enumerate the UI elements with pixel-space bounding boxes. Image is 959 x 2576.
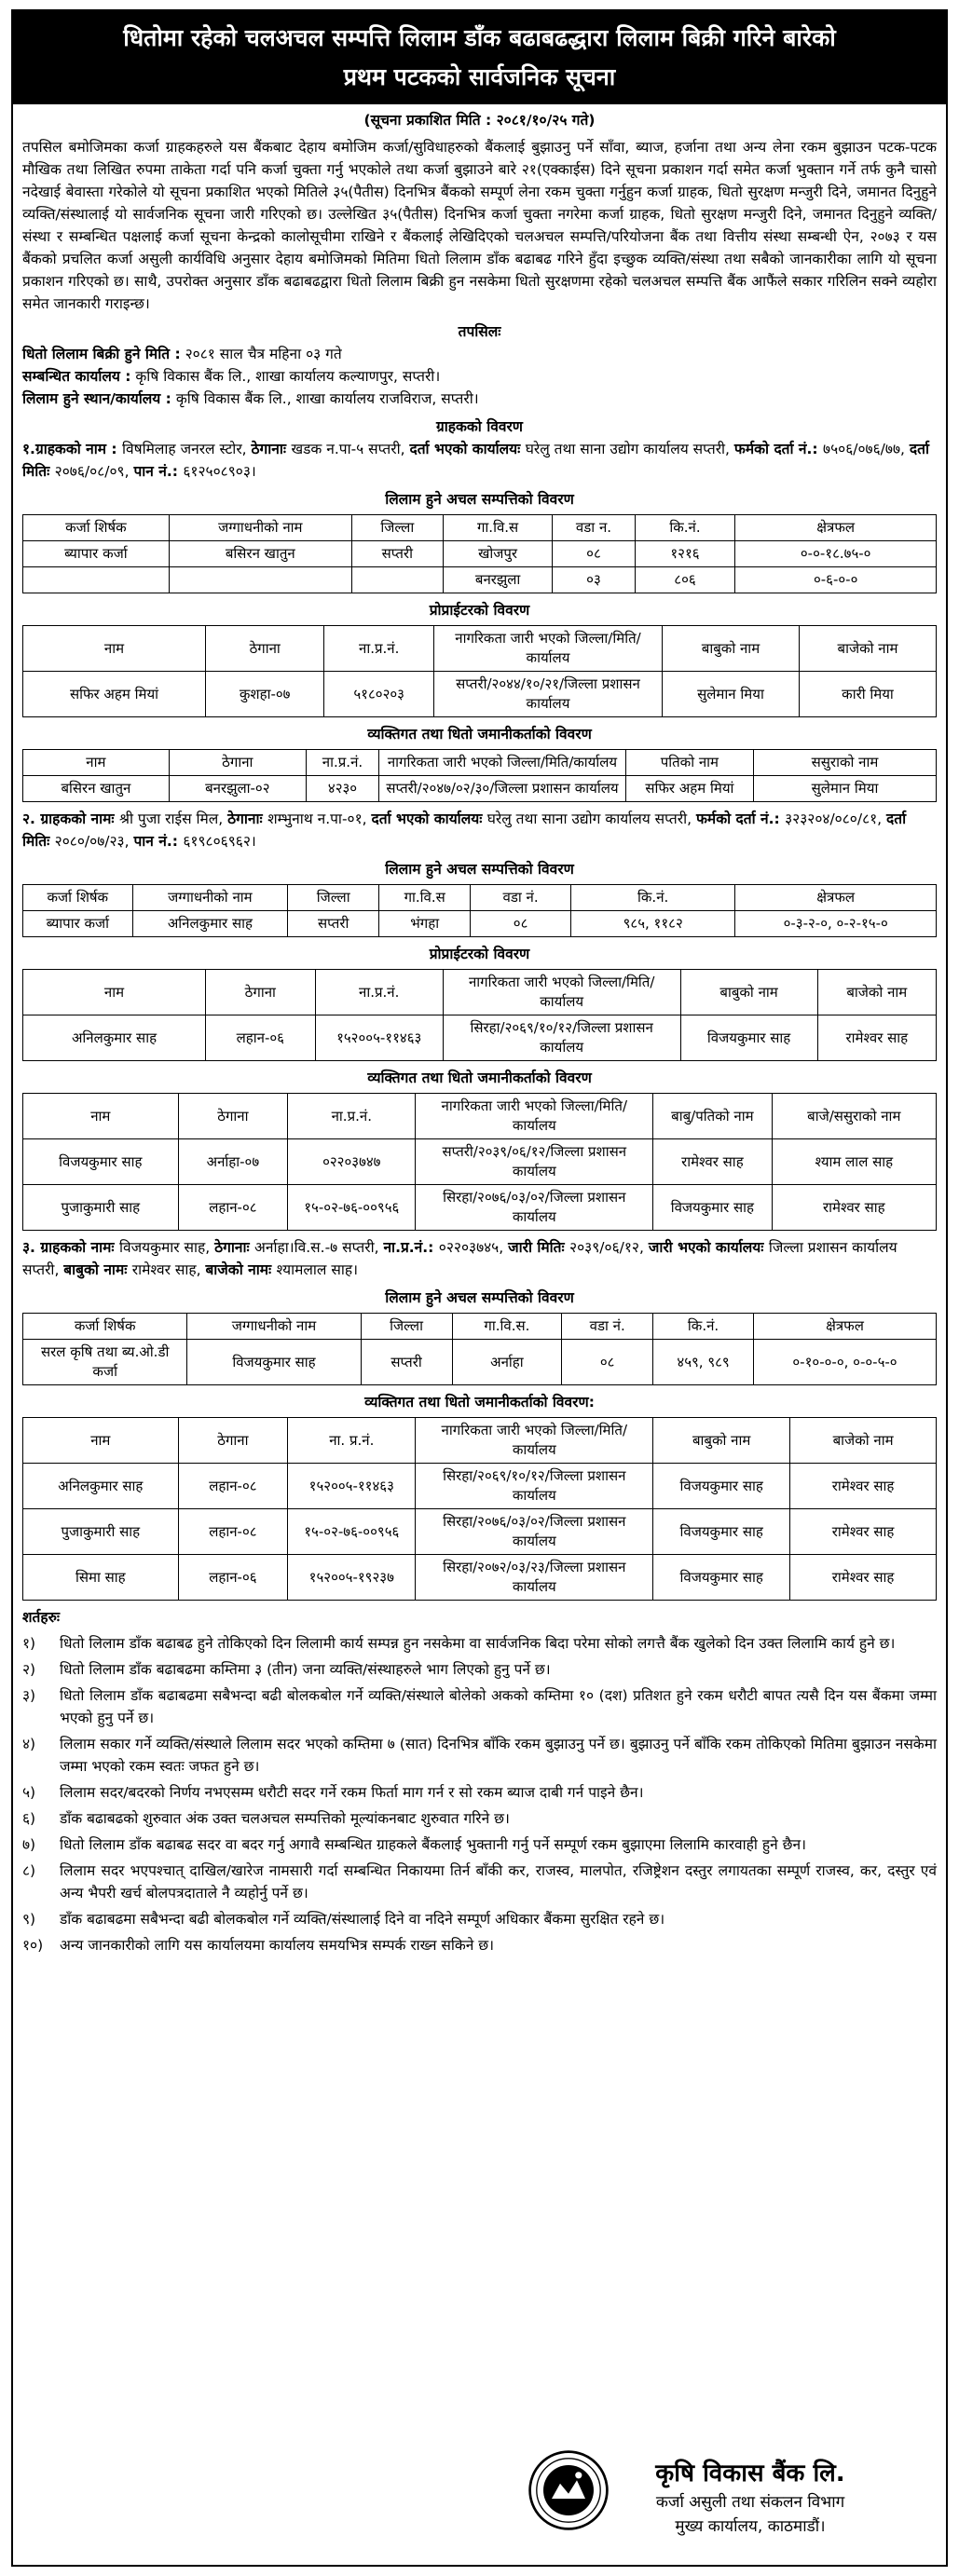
table-row bbox=[23, 776, 937, 802]
term-text: लिलाम सकार गर्ने व्यक्ति/संस्थाले लिलाम सदर भएको कम्तिमा ७ (सात) दिनभित्र बाँकि रकम बुझाउनु पर्ने छ। बुझाउनु पर्ने बाँकि रकम तोकिएको मितिमा बुझाउन नसकेमा जम्मा भएको रकम स्वतः जफत हुने छ। bbox=[60, 1736, 937, 1775]
term-item bbox=[22, 1684, 937, 1729]
table-header-cell: ठेगाना bbox=[178, 1418, 288, 1464]
table-cell: लहान-०६ bbox=[206, 1015, 316, 1061]
department-name: कर्जा असुली तथा संकलन विभाग bbox=[655, 2493, 845, 2512]
intro-value: ०२२०३७४५, bbox=[438, 1239, 509, 1256]
term-text: धितो लिलाम डाँक बढाबढ सदर वा बदर गर्नु अगावै सम्बन्धित ग्राहकले बैंकलाई भुक्तानी गर्नु पर्ने सम्पूर्ण रकम बुझाएमा लिलामि कारवाही हुने छैन। bbox=[60, 1836, 806, 1853]
table-cell: सप्तरी bbox=[288, 911, 379, 937]
table-cell: विजयकुमार साह bbox=[680, 1015, 817, 1061]
intro-label: जारी भएको कार्यालयः bbox=[648, 1239, 769, 1256]
table-header-row bbox=[23, 626, 937, 672]
table-cell: सप्तरी/२०३९/०६/१२/जिल्ला प्रशासन कार्यालय bbox=[416, 1139, 653, 1185]
table-header-row bbox=[23, 885, 937, 911]
intro-value: खडक न.पा-५ सप्तरी, bbox=[291, 441, 410, 457]
table-cell: ८०६ bbox=[635, 567, 735, 593]
auction-date-value: २०८१ साल चैत्र महिना ०३ गते bbox=[185, 346, 342, 362]
table-cell: १५-०२-७६-००९५६ bbox=[288, 1509, 416, 1555]
table-header-cell: जग्गाधनीको नाम bbox=[187, 1314, 361, 1340]
table-header-cell: कि.नं. bbox=[570, 885, 734, 911]
intro-value: विषमिलाह जनरल स्टोर, bbox=[122, 441, 252, 457]
intro-value: जिल्ला प्रशासन कार्यालय सप्तरी, bbox=[22, 1239, 897, 1278]
intro-value: २०३९/०६/१२, bbox=[569, 1239, 649, 1256]
table-cell: बनरझुला-०२ bbox=[169, 776, 306, 802]
client-2-intro bbox=[22, 808, 937, 852]
client-3-property-title: लिलाम हुने अचल सम्पत्तिको विवरण bbox=[385, 1289, 574, 1306]
table-header-cell: बाबुको नाम bbox=[653, 1418, 790, 1464]
table-cell: ०८ bbox=[562, 1340, 653, 1385]
table-row bbox=[23, 567, 937, 593]
table-header-row bbox=[23, 970, 937, 1015]
table-cell: १५-०२-७६-००९५६ bbox=[288, 1185, 416, 1231]
table-row bbox=[23, 541, 937, 567]
table-header-cell: गा.वि.स. bbox=[452, 1314, 562, 1340]
client-3-guarantor-title: व्यक्तिगत तथा धितो जमानीकर्ताको विवरण: bbox=[364, 1394, 595, 1411]
term-text: अन्य जानकारीको लागि यस कार्यालयमा कार्यालय समयभित्र सम्पर्क राख्न सकिने छ। bbox=[60, 1937, 495, 1954]
table-header-cell: बाजे/ससुराको नाम bbox=[772, 1094, 936, 1139]
table-row bbox=[23, 1185, 937, 1231]
table-header-row bbox=[23, 750, 937, 776]
table-cell: सिरहा/२०७६/०३/०२/जिल्ला प्रशासन कार्यालय bbox=[416, 1509, 653, 1555]
table-cell: सिरहा/२०७२/०३/२३/जिल्ला प्रशासन कार्यालय bbox=[416, 1555, 653, 1601]
term-item bbox=[22, 1833, 937, 1856]
table-cell: सप्तरी bbox=[361, 1340, 452, 1385]
client-3-property-table bbox=[22, 1313, 937, 1385]
intro-value: घरेलु तथा साना उद्योग कार्यालय सप्तरी, bbox=[525, 441, 734, 457]
table-header-cell: ठेगाना bbox=[178, 1094, 288, 1139]
term-item bbox=[22, 1658, 937, 1681]
client-2-property-table bbox=[22, 884, 937, 937]
intro-value: विजयकुमार साह, bbox=[118, 1239, 215, 1256]
client-1-proprietor-title: प्रोप्राईटरको विवरण bbox=[429, 602, 530, 619]
table-cell: लहान-०८ bbox=[178, 1509, 288, 1555]
table-cell: ०८ bbox=[553, 541, 635, 567]
table-header-cell: पतिको नाम bbox=[625, 750, 753, 776]
table-cell: १५२००५-११४६३ bbox=[288, 1464, 416, 1509]
table-row bbox=[23, 672, 937, 717]
client-2-proprietor-table bbox=[22, 969, 937, 1061]
table-header-cell: ससुराको नाम bbox=[753, 750, 936, 776]
table-header-cell: जग्गाधनीको नाम bbox=[132, 885, 288, 911]
table-cell: अनिलकुमार साह bbox=[132, 911, 288, 937]
table-cell: रामेश्वर साह bbox=[653, 1139, 772, 1185]
intro-label: बाजेको नामः bbox=[205, 1261, 277, 1278]
table-cell: भंगहा bbox=[379, 911, 471, 937]
client-2-guarantor-title: व्यक्तिगत तथा धितो जमानीकर्ताको विवरण bbox=[367, 1070, 592, 1086]
table-cell: सफिर अहम मियां bbox=[625, 776, 753, 802]
term-number: १०) bbox=[22, 1937, 44, 1954]
related-office-line bbox=[22, 365, 937, 388]
intro-label: दर्ता मितिः bbox=[22, 811, 907, 850]
table-cell bbox=[351, 567, 443, 593]
table-header-cell: गा.वि.स bbox=[443, 515, 553, 541]
table-cell: ०-१०-०-०, ०-०-५-० bbox=[753, 1340, 936, 1385]
table-header-cell: नागरिकता जारी भएको जिल्ला/मिति/कार्यालय bbox=[379, 750, 626, 776]
intro-label: ठेगानाः bbox=[214, 1239, 255, 1256]
table-cell: विजयकुमार साह bbox=[653, 1509, 790, 1555]
term-item bbox=[22, 1908, 937, 1930]
table-header-cell: ना.प्र.नं. bbox=[315, 970, 443, 1015]
intro-value: श्यामलाल साह। bbox=[276, 1261, 358, 1278]
table-header-row bbox=[23, 1314, 937, 1340]
table-header-cell: ठेगाना bbox=[169, 750, 306, 776]
table-header-cell: गा.वि.स bbox=[379, 885, 471, 911]
table-row bbox=[23, 1139, 937, 1185]
table-header-row bbox=[23, 1094, 937, 1139]
table-header-cell: कर्जा शिर्षक bbox=[23, 885, 133, 911]
table-cell: रामेश्वर साह bbox=[790, 1464, 937, 1509]
intro-label: बाबुको नामः bbox=[63, 1261, 132, 1278]
table-cell: ०२२०३७४७ bbox=[288, 1139, 416, 1185]
term-number: ५) bbox=[22, 1784, 36, 1801]
table-header-cell: कर्जा शिर्षक bbox=[23, 515, 170, 541]
table-cell: अनिलकुमार साह bbox=[23, 1464, 179, 1509]
intro-label: पान नं.: bbox=[133, 463, 184, 480]
table-cell: ५१८०२०३ bbox=[324, 672, 434, 717]
table-cell: विजयकुमार साह bbox=[653, 1464, 790, 1509]
client-1-guarantor-table bbox=[22, 749, 937, 802]
table-header-cell: बाबु/पतिको नाम bbox=[653, 1094, 772, 1139]
table-header-row bbox=[23, 1418, 937, 1464]
term-text: धितो लिलाम डाँक बढाबढमा सबैभन्दा बढी बोलकबोल गर्ने व्यक्ति/संस्थाले बोलेको अकको कम्तिमा १० (दश) प्रतिशत हुने रकम धरौटी बापत त्यसै दिन यस बैंकमा जम्मा भएको हुनु पर्ने छ। bbox=[60, 1687, 937, 1726]
table-cell: अनिलकुमार साह bbox=[23, 1015, 206, 1061]
notice-page bbox=[11, 9, 948, 2567]
client-3-intro bbox=[22, 1236, 937, 1281]
table-row bbox=[23, 1509, 937, 1555]
intro-label: ना.प्र.नं.: bbox=[383, 1239, 439, 1256]
client-3-guarantor-table bbox=[22, 1417, 937, 1601]
table-cell: सरल कृषि तथा ब्य.ओ.डी कर्जा bbox=[23, 1340, 187, 1385]
table-header-cell: नागरिकता जारी भएको जिल्ला/मिति/कार्यालय bbox=[416, 1094, 653, 1139]
table-header-cell: क्षेत्रफल bbox=[753, 1314, 936, 1340]
term-text: डाँक बढाबढमा सबैभन्दा बढी बोलकबोल गर्ने व्यक्ति/संस्थालाई दिने वा नदिने सम्पूर्ण अधिकार बैंकमा सुरक्षित रहने छ। bbox=[60, 1911, 665, 1928]
intro-label: फर्मको दर्ता नं.: bbox=[695, 811, 786, 827]
intro-label: १.ग्राहकको नाम : bbox=[22, 441, 123, 457]
table-cell: कारी मिया bbox=[799, 672, 936, 717]
table-cell: १५२००५-१९२३७ bbox=[288, 1555, 416, 1601]
table-header-cell: ना. प्र.नं. bbox=[288, 1418, 416, 1464]
table-cell: कुशहा-०७ bbox=[206, 672, 324, 717]
table-cell: सुलेमान मिया bbox=[662, 672, 799, 717]
term-text: धितो लिलाम डाँक बढाबढ हुने तोकिएको दिन लिलामी कार्य सम्पन्न हुन नसकेमा वा सार्वजनिक बिदा परेमा सोको लगत्तै बैंक खुलेको दिन उक्त लिलामि कार्य हुने छ। bbox=[60, 1635, 896, 1652]
client-1-property-title: लिलाम हुने अचल सम्पत्तिको विवरण bbox=[385, 491, 574, 508]
intro-label: ३. ग्राहकको नामः bbox=[22, 1239, 119, 1256]
table-cell: रामेश्वर साह bbox=[790, 1509, 937, 1555]
term-number: ६) bbox=[22, 1810, 36, 1827]
table-cell: सप्तरी/२०४७/०२/३०/जिल्ला प्रशासन कार्यालय bbox=[379, 776, 626, 802]
client-2-proprietor-title: प्रोप्राईटरको विवरण bbox=[429, 946, 530, 962]
intro-label: पान नं.: bbox=[133, 833, 184, 850]
intro-label: ठेगानाः bbox=[251, 441, 292, 457]
term-item bbox=[22, 1781, 937, 1804]
client-1-guarantor-title: व्यक्तिगत तथा धितो जमानीकर्ताको विवरण bbox=[367, 726, 592, 743]
table-cell: सिरहा/२०६९/१०/१२/जिल्ला प्रशासन कार्यालय bbox=[443, 1015, 680, 1061]
table-cell: ०-०-१८.७५-० bbox=[735, 541, 937, 567]
table-row bbox=[23, 1464, 937, 1509]
publication-date: (सूचना प्रकाशित मिति : २०८१/१०/२५ गते) bbox=[363, 112, 596, 129]
client-details-title: ग्राहकको विवरण bbox=[435, 418, 523, 435]
header-line-1: धितोमा रहेको चलअचल सम्पत्ति लिलाम डाँक बढाबढद्धारा लिलाम बिक्री गरिने बारेको bbox=[123, 24, 836, 51]
table-cell: लहान-०८ bbox=[178, 1185, 288, 1231]
table-cell: विजयकुमार साह bbox=[23, 1139, 179, 1185]
table-header-cell: बाजेको नाम bbox=[799, 626, 936, 672]
intro-value: रामेश्वर साह, bbox=[131, 1261, 206, 1278]
table-cell: १५२००५-११४६३ bbox=[315, 1015, 443, 1061]
intro-paragraph: तपसिल बमोजिमका कर्जा ग्राहकहरुले यस बैंकबाट देहाय बमोजिम कर्जा/सुविधाहरुको बैंकलाई बुझाउनु पर्ने साँवा, ब्याज, हर्जाना तथा अन्य लेना रकम बुझाउन पटक-पटक मौखिक तथा लिखित रुपमा ताकेता गर्दा पनि कर्जा चुक्ता गर्नु भएकोले तथा कर्जा बुझाउने बारे २१(एक्काईस) दिने सूचना प्रकाशन गर्दा समेत कर्जा भुक्तान गर्ने तर्फ कुनै चासो नदेखाई बेवास्ता गरेकोले यो सूचना प्रकाशित भएको मितिले ३५(पैतीस) दिनभित्र बैंकको सम्पूर्ण लेना रकम चुक्ता गर्नुहुन कर्जा ग्राहक, धितो सुरक्षण मन्जुरी दिने, जमानत दिनुहुने व्यक्ति/संस्थालाई यो सार्वजनिक सूचना जारी गरिएको छ। उल्लेखित ३५(पैतीस) दिनभित्र कर्जा चुक्ता नगरेमा कर्जा ग्राहक, धितो सुरक्षण मन्जुरी दिने, जमानत दिनुहुने व्यक्ति/संस्था र सम्बन्धित पक्षलाई कर्जा सूचना केन्द्रको कालोसूचीमा राखिने र बैंकलाई लेखिदिएको चलअचल सम्पत्ति/परियोजना बैंक तथा वित्तीय संस्था सम्बन्धी ऐन, २०७३ र यस बैंकको प्रचलित कर्जा असुली कार्यविधि अनुसार देहाय बमोजिमको मितिमा धितो लिलाम डाँक बढाबढ गरिने हुँदा इच्छुक व्यक्ति/संस्था तथा सबैको जानकारीका लागि यो सूचना प्रकाशन गरिएको छ। साथै, उपरोक्त अनुसार डाँक बढाबढद्वारा धितो लिलाम बिक्री हुन नसकेमा धितो सुरक्षणमा रहेको चलअचल सम्पत्ति बैंक आफैंले सकार गरिलिन सक्ने व्यहोरा समेत जानकारी गराइन्छ। bbox=[22, 139, 937, 312]
table-cell: अर्नाहा bbox=[452, 1340, 562, 1385]
table-cell: सप्तरी/२०४४/१०/२१/जिल्ला प्रशासन कार्यालय bbox=[433, 672, 662, 717]
table-cell: सिमा साह bbox=[23, 1555, 179, 1601]
intro-value: श्री पुजा राईस मिल, bbox=[118, 811, 228, 827]
auction-place-value: कृषि विकास बैंक लि., शाखा कार्यालय राजविराज, सप्तरी। bbox=[175, 390, 479, 407]
table-header-cell: बाबुको नाम bbox=[662, 626, 799, 672]
term-item bbox=[22, 1733, 937, 1778]
term-item bbox=[22, 1934, 937, 1956]
table-header-cell: वडा नं. bbox=[562, 1314, 653, 1340]
footer-signature bbox=[582, 2457, 918, 2539]
table-cell: खोजपुर bbox=[443, 541, 553, 567]
intro-value: ३२३२०४/०८०/८१, bbox=[785, 811, 887, 827]
table-row bbox=[23, 911, 937, 937]
table-cell: ब्यापार कर्जा bbox=[23, 911, 133, 937]
table-header-cell: कि.नं. bbox=[653, 1314, 754, 1340]
table-cell: रामेश्वर साह bbox=[772, 1185, 936, 1231]
auction-place-line bbox=[22, 388, 937, 410]
term-number: २) bbox=[22, 1661, 36, 1678]
table-header-cell: जिल्ला bbox=[351, 515, 443, 541]
table-cell: विजयकुमार साह bbox=[187, 1340, 361, 1385]
table-header-cell: बाजेको नाम bbox=[817, 970, 936, 1015]
intro-label: जारी मितिः bbox=[508, 1239, 570, 1256]
intro-value: २०८०/०७/२३, bbox=[54, 833, 134, 850]
table-cell: रामेश्वर साह bbox=[817, 1015, 936, 1061]
table-header-cell: नागरिकता जारी भएको जिल्ला/मिति/कार्यालय bbox=[443, 970, 680, 1015]
table-row bbox=[23, 1340, 937, 1385]
table-cell: बसिरन खातुन bbox=[23, 776, 170, 802]
terms-title: शर्तहरुः bbox=[22, 1609, 61, 1626]
term-item bbox=[22, 1632, 937, 1655]
table-header-cell: जग्गाधनीको नाम bbox=[169, 515, 351, 541]
table-cell: पुजाकुमारी साह bbox=[23, 1509, 179, 1555]
auction-date-label: धितो लिलाम बिक्री हुने मिति : bbox=[22, 346, 181, 362]
table-header-cell: नागरिकता जारी भएको जिल्ला/मिति/कार्यालय bbox=[433, 626, 662, 672]
term-text: लिलाम सदर/बदरको निर्णय नभएसम्म धरौटी सदर गर्ने रकम फिर्ता माग गर्न र सो रकम ब्याज दाबी गर्न पाइने छैन। bbox=[60, 1784, 644, 1801]
table-header-cell: क्षेत्रफल bbox=[735, 515, 937, 541]
intro-value: ६१२५०८९०३। bbox=[183, 463, 256, 480]
table-cell: विजयकुमार साह bbox=[653, 1555, 790, 1601]
intro-value: २०७६/०८/०९, bbox=[54, 463, 134, 480]
table-header-cell: वडा नं. bbox=[471, 885, 571, 911]
tapsil-title: तपसिलः bbox=[458, 323, 501, 340]
client-1-proprietor-table bbox=[22, 625, 937, 717]
table-header-cell: नाम bbox=[23, 626, 206, 672]
table-cell: ४२३० bbox=[306, 776, 378, 802]
intro-value: घरेलु तथा साना उद्योग कार्यालय सप्तरी, bbox=[486, 811, 696, 827]
table-cell: बनरझुला bbox=[443, 567, 553, 593]
table-header-cell: वडा न. bbox=[553, 515, 635, 541]
table-cell: ०-३-२-०, ०-२-१५-० bbox=[735, 911, 937, 937]
intro-label: फर्मको दर्ता नं.: bbox=[733, 441, 824, 457]
term-number: ७) bbox=[22, 1836, 36, 1853]
term-number: १) bbox=[22, 1635, 36, 1652]
table-cell: रामेश्वर साह bbox=[790, 1555, 937, 1601]
table-cell bbox=[169, 567, 351, 593]
intro-label: दर्ता भएको कार्यालयः bbox=[371, 811, 487, 827]
table-header-cell: ठेगाना bbox=[206, 970, 316, 1015]
term-text: लिलाम सदर भएपश्चात् दाखिल/खारेज नामसारी गर्दा सम्बन्धित निकायमा तिर्न बाँकी कर, राजस्व, मालपोत, रजिष्ट्रेशन दस्तुर लगायतका सम्पूर्ण राजस्व, कर, दस्तुर एवं अन्य भैपरी खर्च बोलपत्रदाताले नै व्यहोर्नु पर्ने छ। bbox=[60, 1862, 937, 1901]
intro-value: ६१९८०६९६२। bbox=[183, 833, 256, 850]
client-1-property-table bbox=[22, 514, 937, 593]
term-item bbox=[22, 1860, 937, 1904]
term-number: ९) bbox=[22, 1911, 36, 1928]
term-text: धितो लिलाम डाँक बढाबढमा कम्तिमा ३ (तीन) जना व्यक्ति/संस्थाहरुले भाग लिएको हुनु पर्ने छ। bbox=[60, 1661, 551, 1678]
intro-value: ७५०६/०७६/७७, bbox=[823, 441, 910, 457]
table-header-cell: ना.प्र.नं. bbox=[324, 626, 434, 672]
term-number: ४) bbox=[22, 1736, 36, 1752]
table-header-cell: नाम bbox=[23, 1418, 179, 1464]
table-header-cell: नाम bbox=[23, 970, 206, 1015]
table-cell: पुजाकुमारी साह bbox=[23, 1185, 179, 1231]
intro-value: शम्भुनाथ न.पा-०१, bbox=[267, 811, 372, 827]
intro-label: २. ग्राहकको नामः bbox=[22, 811, 119, 827]
table-cell: ब्यापार कर्जा bbox=[23, 541, 170, 567]
table-cell: १२१६ bbox=[635, 541, 735, 567]
terms-list bbox=[22, 1632, 937, 1956]
table-cell: अर्नाहा-०७ bbox=[178, 1139, 288, 1185]
table-header-cell: कि.नं. bbox=[635, 515, 735, 541]
client-2-property-title: लिलाम हुने अचल सम्पत्तिको विवरण bbox=[385, 861, 574, 878]
table-cell: सुलेमान मिया bbox=[753, 776, 936, 802]
table-cell: लहान-०६ bbox=[178, 1555, 288, 1601]
table-header-cell: नाम bbox=[23, 1094, 179, 1139]
table-cell bbox=[23, 567, 170, 593]
table-header-cell: जिल्ला bbox=[288, 885, 379, 911]
table-cell: ४५९, ९८९ bbox=[653, 1340, 754, 1385]
client-1-intro bbox=[22, 438, 937, 483]
table-header-row bbox=[23, 515, 937, 541]
term-number: ३) bbox=[22, 1687, 36, 1704]
table-header-cell: बाजेको नाम bbox=[790, 1418, 937, 1464]
table-cell: विजयकुमार साह bbox=[653, 1185, 772, 1231]
table-cell: सिरहा/२०७६/०३/०२/जिल्ला प्रशासन कार्यालय bbox=[416, 1185, 653, 1231]
table-cell: ९८५, ११८२ bbox=[570, 911, 734, 937]
table-header-cell: बाबुको नाम bbox=[680, 970, 817, 1015]
intro-label: दर्ता मितिः bbox=[22, 441, 929, 480]
notice-content bbox=[22, 108, 937, 1960]
table-header-cell: ठेगाना bbox=[206, 626, 324, 672]
table-row bbox=[23, 1015, 937, 1061]
intro-label: ठेगानाः bbox=[227, 811, 268, 827]
table-cell: सिरहा/२०६९/१०/१२/जिल्ला प्रशासन कार्यालय bbox=[416, 1464, 653, 1509]
table-cell: ०-६-०-० bbox=[735, 567, 937, 593]
table-header-cell: जिल्ला bbox=[361, 1314, 452, 1340]
table-header-cell: कर्जा शिर्षक bbox=[23, 1314, 187, 1340]
table-cell: श्याम लाल साह bbox=[772, 1139, 936, 1185]
related-office-value: कृषि विकास बैंक लि., शाखा कार्यालय कल्याणपुर, सप्तरी। bbox=[135, 368, 441, 385]
intro-value: अर्नाहा।वि.स.-७ सप्तरी, bbox=[254, 1239, 384, 1256]
auction-place-label: लिलाम हुने स्थान/कार्यालय : bbox=[22, 390, 171, 407]
table-header-cell: ना.प्र.नं. bbox=[288, 1094, 416, 1139]
table-cell: सफिर अहम मियां bbox=[23, 672, 206, 717]
table-header-cell: क्षेत्रफल bbox=[735, 885, 937, 911]
table-header-cell: नाम bbox=[23, 750, 170, 776]
notice-header bbox=[13, 11, 946, 104]
table-row bbox=[23, 1555, 937, 1601]
auction-date-line bbox=[22, 343, 937, 365]
client-2-guarantor-table bbox=[22, 1093, 937, 1231]
header-line-2: प्रथम पटकको सार्वजनिक सूचना bbox=[343, 63, 616, 90]
intro-label: दर्ता भएको कार्यालयः bbox=[409, 441, 526, 457]
table-header-cell: ना.प्र.नं. bbox=[306, 750, 378, 776]
related-office-label: सम्बन्धित कार्यालय : bbox=[22, 368, 131, 385]
term-number: ८) bbox=[22, 1862, 36, 1879]
table-cell: सप्तरी bbox=[351, 541, 443, 567]
table-cell: ०८ bbox=[471, 911, 571, 937]
table-cell: बसिरन खातुन bbox=[169, 541, 351, 567]
table-cell: लहान-०८ bbox=[178, 1464, 288, 1509]
term-text: डाँक बढाबढको शुरुवात अंक उक्त चलअचल सम्पत्तिको मूल्यांकनबाट शुरुवात गरिने छ। bbox=[60, 1810, 510, 1827]
head-office: मुख्य कार्यालय, काठमाडौं। bbox=[675, 2517, 826, 2536]
bank-name: कृषि विकास बैंक लि. bbox=[655, 2460, 845, 2487]
table-cell: ०३ bbox=[553, 567, 635, 593]
table-header-cell: नागरिकता जारी भएको जिल्ला/मिति/कार्यालय bbox=[416, 1418, 653, 1464]
term-item bbox=[22, 1807, 937, 1830]
